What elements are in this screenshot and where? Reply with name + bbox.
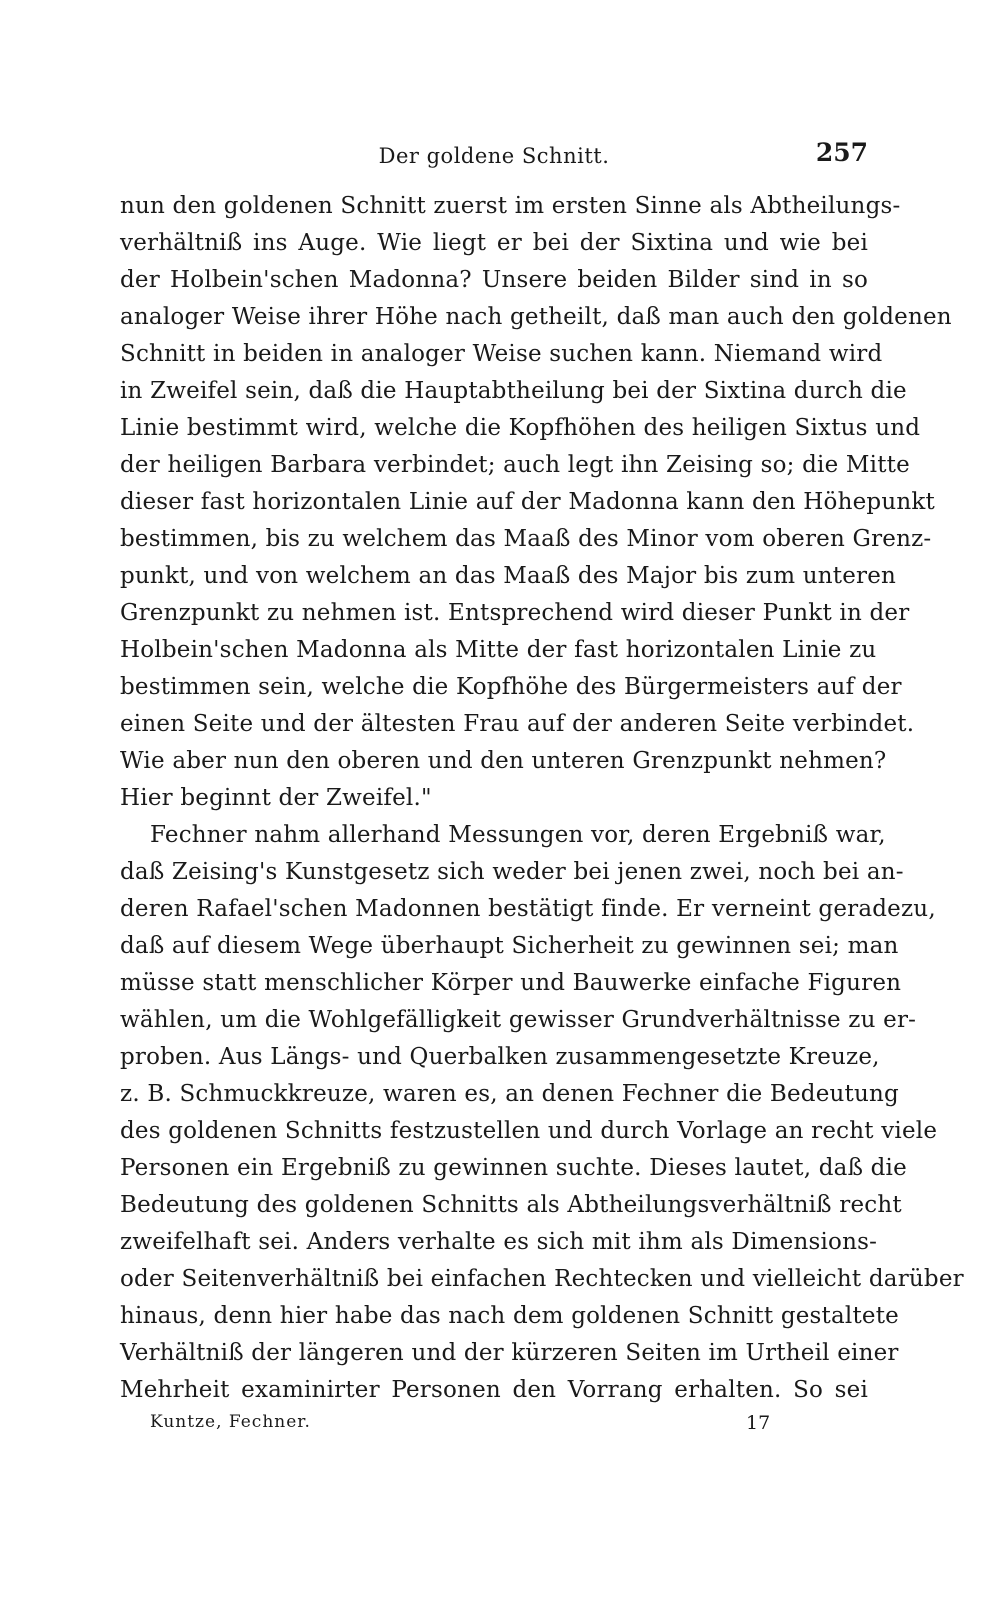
text-line: Linie bestimmt wird, welche die Kopfhöhen des heiligen Sixtus und xyxy=(120,415,921,441)
running-title: Der goldene Schnitt. xyxy=(378,144,610,168)
text-line: daß Zeising's Kunstgesetz sich weder bei jenen zwei, noch bei an- xyxy=(120,859,904,885)
text-line: bestimmen, bis zu welchem das Maaß des Minor vom oberen Grenz- xyxy=(120,526,932,552)
text-line: analoger Weise ihrer Höhe nach getheilt, daß man auch den goldenen xyxy=(120,304,952,330)
text-line: einen Seite und der ältesten Frau auf der anderen Seite verbindet. xyxy=(120,711,915,737)
text-line: z. B. Schmuckkreuze, waren es, an denen Fechner die Bedeutung xyxy=(120,1081,899,1107)
paragraph-start-line: Fechner nahm allerhand Messungen vor, deren Ergebniß war, xyxy=(150,822,886,848)
sheet-number: 17 xyxy=(746,1412,771,1434)
text-line: Grenzpunkt zu nehmen ist. Entsprechend wird dieser Punkt in der xyxy=(120,600,910,626)
text-line: bestimmen sein, welche die Kopfhöhe des Bürgermeisters auf der xyxy=(120,674,902,700)
text-line: verhältniß ins Auge. Wie liegt er bei der Sixtina und wie bei xyxy=(120,230,868,256)
text-line: daß auf diesem Wege überhaupt Sicherheit zu gewinnen sei; man xyxy=(120,933,899,959)
text-line: Schnitt in beiden in analoger Weise suchen kann. Niemand wird xyxy=(120,341,883,367)
text-line: proben. Aus Längs- und Querbalken zusammengesetzte Kreuze, xyxy=(120,1044,880,1070)
signature-mark: Kuntze, Fechner. xyxy=(150,1412,311,1432)
text-line: Wie aber nun den oberen und den unteren Grenzpunkt nehmen? xyxy=(120,748,887,774)
text-line: oder Seitenverhältniß bei einfachen Rechtecken und vielleicht darüber xyxy=(120,1266,964,1292)
text-line: deren Rafael'schen Madonnen bestätigt finde. Er verneint geradezu, xyxy=(120,896,936,922)
text-line: zweifelhaft sei. Anders verhalte es sich mit ihm als Dimensions- xyxy=(120,1229,878,1255)
body-text xyxy=(120,188,964,1409)
running-head xyxy=(120,138,868,178)
text-line: wählen, um die Wohlgefälligkeit gewisser Grundverhältnisse zu er- xyxy=(120,1007,917,1033)
paragraph-end-line: Hier beginnt der Zweifel." xyxy=(120,785,432,811)
text-line: Personen ein Ergebniß zu gewinnen suchte. Dieses lautet, daß die xyxy=(120,1155,907,1181)
text-line: in Zweifel sein, daß die Hauptabtheilung bei der Sixtina durch die xyxy=(120,378,907,404)
text-line: nun den goldenen Schnitt zuerst im ersten Sinne als Abtheilungs- xyxy=(120,193,901,219)
text-line: Verhältniß der längeren und der kürzeren Seiten im Urtheil einer xyxy=(120,1340,899,1366)
text-line: der heiligen Barbara verbindet; auch legt ihn Zeising so; die Mitte xyxy=(120,452,910,478)
text-line: Holbein'schen Madonna als Mitte der fast horizontalen Linie zu xyxy=(120,637,877,663)
text-line: Bedeutung des goldenen Schnitts als Abtheilungsverhältniß recht xyxy=(120,1192,902,1218)
text-line: punkt, und von welchem an das Maaß des Major bis zum unteren xyxy=(120,563,897,589)
page-footer xyxy=(150,1412,770,1442)
page-number: 257 xyxy=(815,138,868,167)
text-line: hinaus, denn hier habe das nach dem goldenen Schnitt gestaltete xyxy=(120,1303,899,1329)
text-line: Mehrheit examinirter Personen den Vorrang erhalten. So sei xyxy=(120,1377,868,1403)
text-line: müsse statt menschlicher Körper und Bauwerke einfache Figuren xyxy=(120,970,902,996)
text-line: des goldenen Schnitts festzustellen und durch Vorlage an recht viele xyxy=(120,1118,938,1144)
text-line: der Holbein'schen Madonna? Unsere beiden Bilder sind in so xyxy=(120,267,868,293)
text-line: dieser fast horizontalen Linie auf der Madonna kann den Höhepunkt xyxy=(120,489,935,515)
